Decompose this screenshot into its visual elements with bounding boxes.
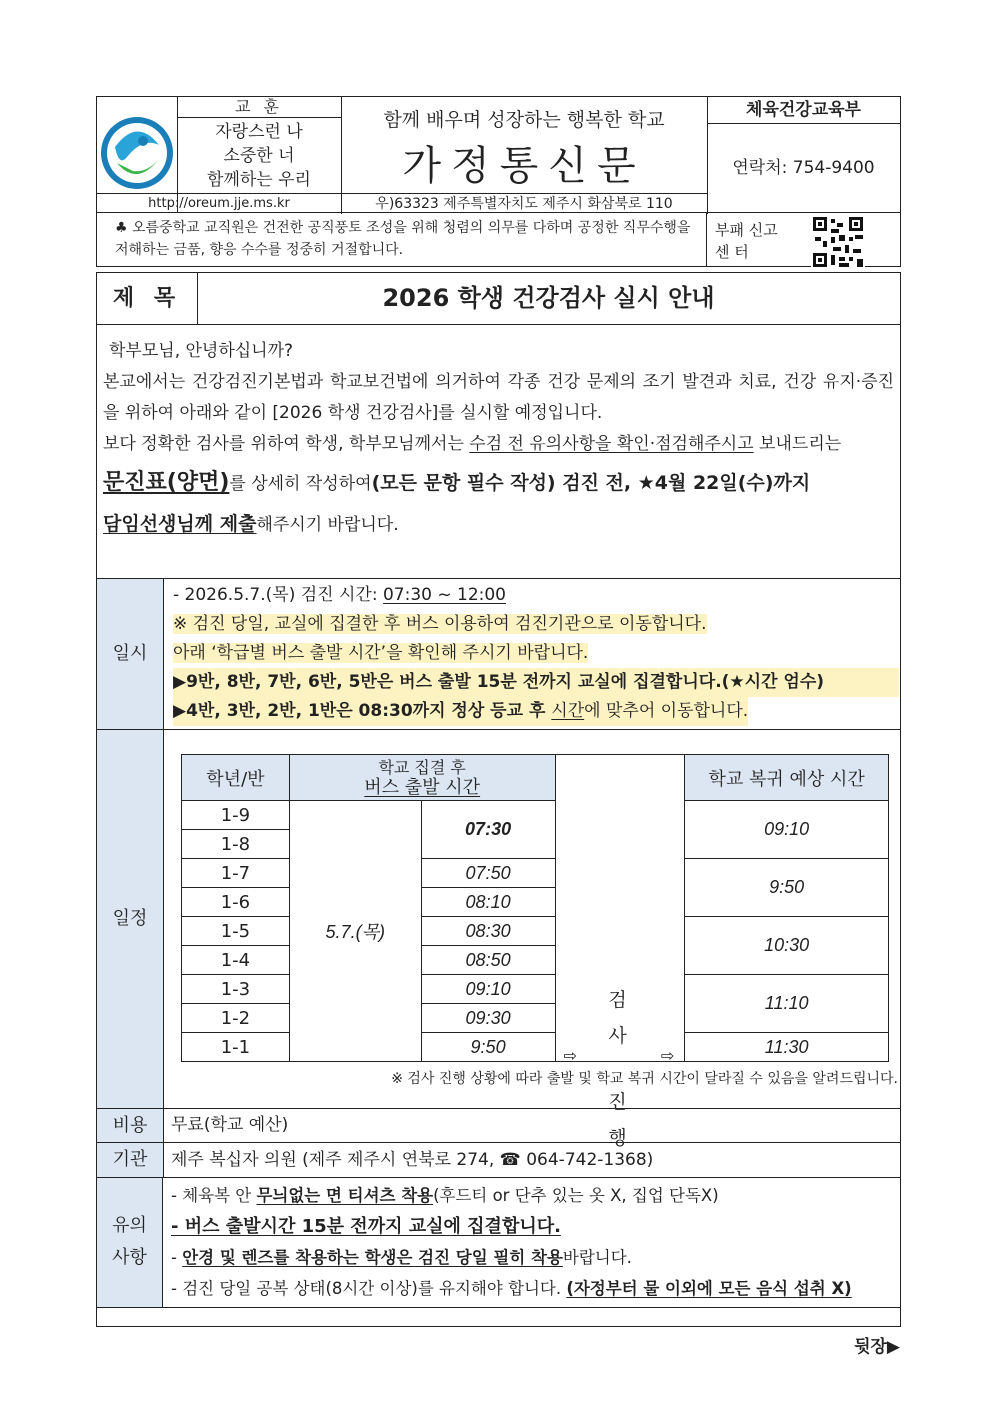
school-slogan: 함께 배우며 성장하는 행복한 학교 bbox=[383, 109, 665, 131]
class-cell: 1-1 bbox=[182, 1033, 290, 1062]
class-cell: 1-2 bbox=[182, 1004, 290, 1033]
notes-label-line: 사항 bbox=[112, 1247, 147, 1268]
notes-list bbox=[171, 1180, 852, 1304]
class-cell: 1-6 bbox=[182, 888, 290, 917]
assembly-note: ※ 검진 당일, 교실에 집결한 후 버스 이용하여 검진기관으로 이동합니다. bbox=[173, 614, 707, 634]
note-text: - bbox=[171, 1248, 183, 1267]
report-center-cell bbox=[707, 212, 900, 267]
return-time-cell: 11:30 bbox=[685, 1033, 889, 1062]
motto-cell bbox=[177, 97, 342, 194]
greeting-text: 학부모님, 안녕하십니까? bbox=[109, 341, 294, 361]
intro-section bbox=[96, 324, 901, 579]
class-cell: 1-5 bbox=[182, 917, 290, 946]
schedule-note: ※ 검사 진행 상황에 따라 출발 및 학교 복귀 시간이 달라질 수 있음을 알려드립니다. bbox=[391, 1071, 898, 1087]
department-name: 체육건강교육부 bbox=[707, 97, 900, 124]
agency-label: 기관 bbox=[97, 1143, 164, 1177]
date-details bbox=[173, 581, 899, 726]
cost-label: 비용 bbox=[97, 1109, 164, 1142]
note-emphasis: (자정부터 물 이외에 모든 음식 섭취 X) bbox=[566, 1279, 852, 1298]
note-text: (후드티 or 단추 있는 옷 X, 집업 단독X) bbox=[433, 1186, 719, 1205]
process-char: 검 bbox=[608, 989, 627, 1011]
agency-address: 제주 복십자 의원 (제주 제주시 연북로 274, bbox=[171, 1150, 500, 1170]
note-text: - 검진 당일 공복 상태(8시간 이상)를 유지해야 합니다. bbox=[171, 1279, 567, 1298]
arrow-right-icon: ⇨ bbox=[563, 1046, 577, 1065]
col-header-return: 학교 복귀 예상 시간 bbox=[685, 755, 889, 801]
class-cell: 1-9 bbox=[182, 801, 290, 830]
process-char: 행 bbox=[608, 1127, 627, 1149]
process-char: 진 bbox=[608, 1091, 627, 1113]
newsletter-title: 가정통신문 bbox=[402, 143, 646, 189]
deadline-highlight: (모든 문항 필수 작성) 검진 전, ★4월 22일(수)까지 bbox=[371, 472, 811, 494]
note-emphasis: 무늬없는 면 티셔츠 착용 bbox=[256, 1186, 434, 1205]
instruction-text: 해주시기 바랍니다. bbox=[256, 515, 399, 535]
bus-time-cell: 08:50 bbox=[421, 946, 555, 975]
return-time-cell: 11:10 bbox=[685, 975, 889, 1033]
class-cell: 1-8 bbox=[182, 830, 290, 859]
motto-label: 교 훈 bbox=[177, 97, 341, 118]
class-cell: 1-7 bbox=[182, 859, 290, 888]
title-row bbox=[96, 272, 901, 325]
group2-underlined: 시간 bbox=[551, 701, 585, 721]
next-page-indicator: 뒷장▶ bbox=[854, 1337, 900, 1357]
questionnaire-highlight: 문진표(양면) bbox=[103, 470, 230, 495]
title-cell bbox=[341, 97, 708, 193]
report-center-line: 센 터 bbox=[715, 243, 749, 261]
group1-highlight: ▶9반, 8반, 7반, 6반, 5반은 버스 출발 15분 전까지 교실에 집결 bbox=[173, 672, 666, 692]
bus-time-note: 아래 ‘학급별 버스 출발 시간’을 확인해 주시기 바랍니다. bbox=[173, 643, 589, 663]
process-column bbox=[555, 755, 685, 1149]
contact-number: 연락처: 754-9400 bbox=[732, 158, 875, 178]
col-header-bus-line1: 학교 집결 후 bbox=[378, 757, 466, 777]
schedule-label: 일정 bbox=[97, 730, 164, 1108]
report-center-label bbox=[715, 219, 778, 263]
motto-line: 자랑스런 나 bbox=[215, 122, 303, 142]
school-address: 우)63323 제주특별자치도 제주시 화삼북로 110 bbox=[341, 193, 708, 214]
instruction-text: 보내드리는 bbox=[753, 434, 842, 454]
group1-emphasis: 합니다.(★시간 엄수) bbox=[665, 672, 825, 692]
bottom-border bbox=[96, 1307, 901, 1327]
note-text: - 체육복 안 bbox=[171, 1186, 257, 1205]
document-title: 2026 학생 건강검사 실시 안내 bbox=[382, 284, 715, 312]
intro-paragraph: 본교에서는 건강검진기본법과 학교보건법에 의거하여 각종 건강 문제의 조기 발견과 치료, 건강 유지·증진을 위하여 아래와 같이 [2026 학생 건강검사]를 실시할 예정입니다. bbox=[103, 372, 894, 423]
note-item bbox=[171, 1180, 852, 1211]
motto-line: 소중한 너 bbox=[223, 146, 295, 166]
school-website-link[interactable]: http://oreum.jje.ms.kr bbox=[97, 193, 342, 214]
instruction-underlined: 수검 전 유의사항을 확인·점검해주시고 bbox=[469, 434, 754, 454]
qr-code-icon[interactable] bbox=[811, 215, 865, 269]
bus-time-cell: 07:30 bbox=[421, 801, 555, 859]
bus-time-cell: 09:30 bbox=[421, 1004, 555, 1033]
bus-time-cell: 9:50 bbox=[421, 1033, 555, 1062]
bus-time-cell: 08:10 bbox=[421, 888, 555, 917]
note-item: - 버스 출발시간 15분 전까지 교실에 집결합니다. bbox=[171, 1216, 561, 1237]
bus-time-cell: 08:30 bbox=[421, 917, 555, 946]
notes-label-line: 유의 bbox=[112, 1215, 147, 1236]
agency-value bbox=[171, 1143, 653, 1177]
col-header-class: 학년/반 bbox=[182, 755, 290, 801]
motto-text bbox=[177, 120, 341, 192]
integrity-pledge: ♣ 오름중학교 교직원은 건전한 공직풍토 조성을 위해 청렴의 의무를 다하며 공정한 직무수행을 저해하는 금품, 향응 수수를 정중히 거절합니다. bbox=[97, 212, 707, 266]
intro-instruction bbox=[103, 429, 894, 460]
notes-section bbox=[96, 1177, 901, 1308]
cost-value: 무료(학교 예산) bbox=[171, 1115, 289, 1135]
document-body bbox=[96, 272, 901, 1326]
submit-highlight: 담임선생님께 제출 bbox=[103, 513, 257, 535]
phone-icon: ☎ bbox=[499, 1150, 521, 1170]
exam-date: - 2026.5.7.(목) 검진 시간: bbox=[173, 585, 383, 605]
report-center-line: 부패 신고 bbox=[715, 221, 778, 239]
note-emphasis: 안경 및 렌즈를 착용하는 학생은 검진 당일 필히 착용 bbox=[182, 1248, 563, 1267]
group2-text: 에 맞추어 이동합니다. bbox=[584, 701, 749, 721]
motto-line: 함께하는 우리 bbox=[207, 170, 311, 190]
submit-instruction bbox=[103, 509, 894, 541]
date-section bbox=[96, 578, 901, 730]
col-header-bus bbox=[289, 755, 555, 801]
col-header-bus-line2: 버스 출발 시간 bbox=[364, 776, 481, 798]
title-label: 제 목 bbox=[97, 273, 198, 324]
agency-row bbox=[96, 1142, 901, 1178]
instruction-text: 보다 정확한 검사를 위하여 학생, 학부모님께서는 bbox=[103, 434, 470, 454]
agency-phone: 064-742-1368) bbox=[520, 1150, 654, 1170]
bus-time-cell: 07:50 bbox=[421, 859, 555, 888]
instruction-text: 를 상세히 작성하여 bbox=[229, 474, 372, 494]
date-label: 일시 bbox=[97, 579, 164, 729]
cost-row bbox=[96, 1108, 901, 1143]
bus-time-cell: 09:10 bbox=[421, 975, 555, 1004]
newsletter-header bbox=[96, 96, 901, 267]
questionnaire-instruction bbox=[103, 466, 894, 501]
note-text: 바랍니다. bbox=[562, 1248, 632, 1267]
exam-date-cell: 5.7.(목) bbox=[289, 801, 421, 1062]
process-char: 사 bbox=[608, 1025, 627, 1047]
return-time-cell: 9:50 bbox=[685, 859, 889, 917]
exam-time: 07:30 ~ 12:00 bbox=[382, 585, 507, 605]
group1-instruction bbox=[173, 668, 899, 697]
group2-text: ▶4반, 3반, 2반, 1반은 08:30까지 정상 등교 후 bbox=[173, 701, 552, 721]
note-item bbox=[171, 1273, 852, 1304]
notes-label bbox=[97, 1178, 163, 1307]
class-cell: 1-4 bbox=[182, 946, 290, 975]
class-cell: 1-3 bbox=[182, 975, 290, 1004]
return-time-cell: 09:10 bbox=[685, 801, 889, 859]
note-item bbox=[171, 1242, 852, 1273]
arrow-right-icon: ⇨ bbox=[660, 1046, 675, 1065]
exam-date-line bbox=[173, 581, 899, 610]
group2-instruction bbox=[173, 697, 748, 726]
return-time-cell: 10:30 bbox=[685, 917, 889, 975]
